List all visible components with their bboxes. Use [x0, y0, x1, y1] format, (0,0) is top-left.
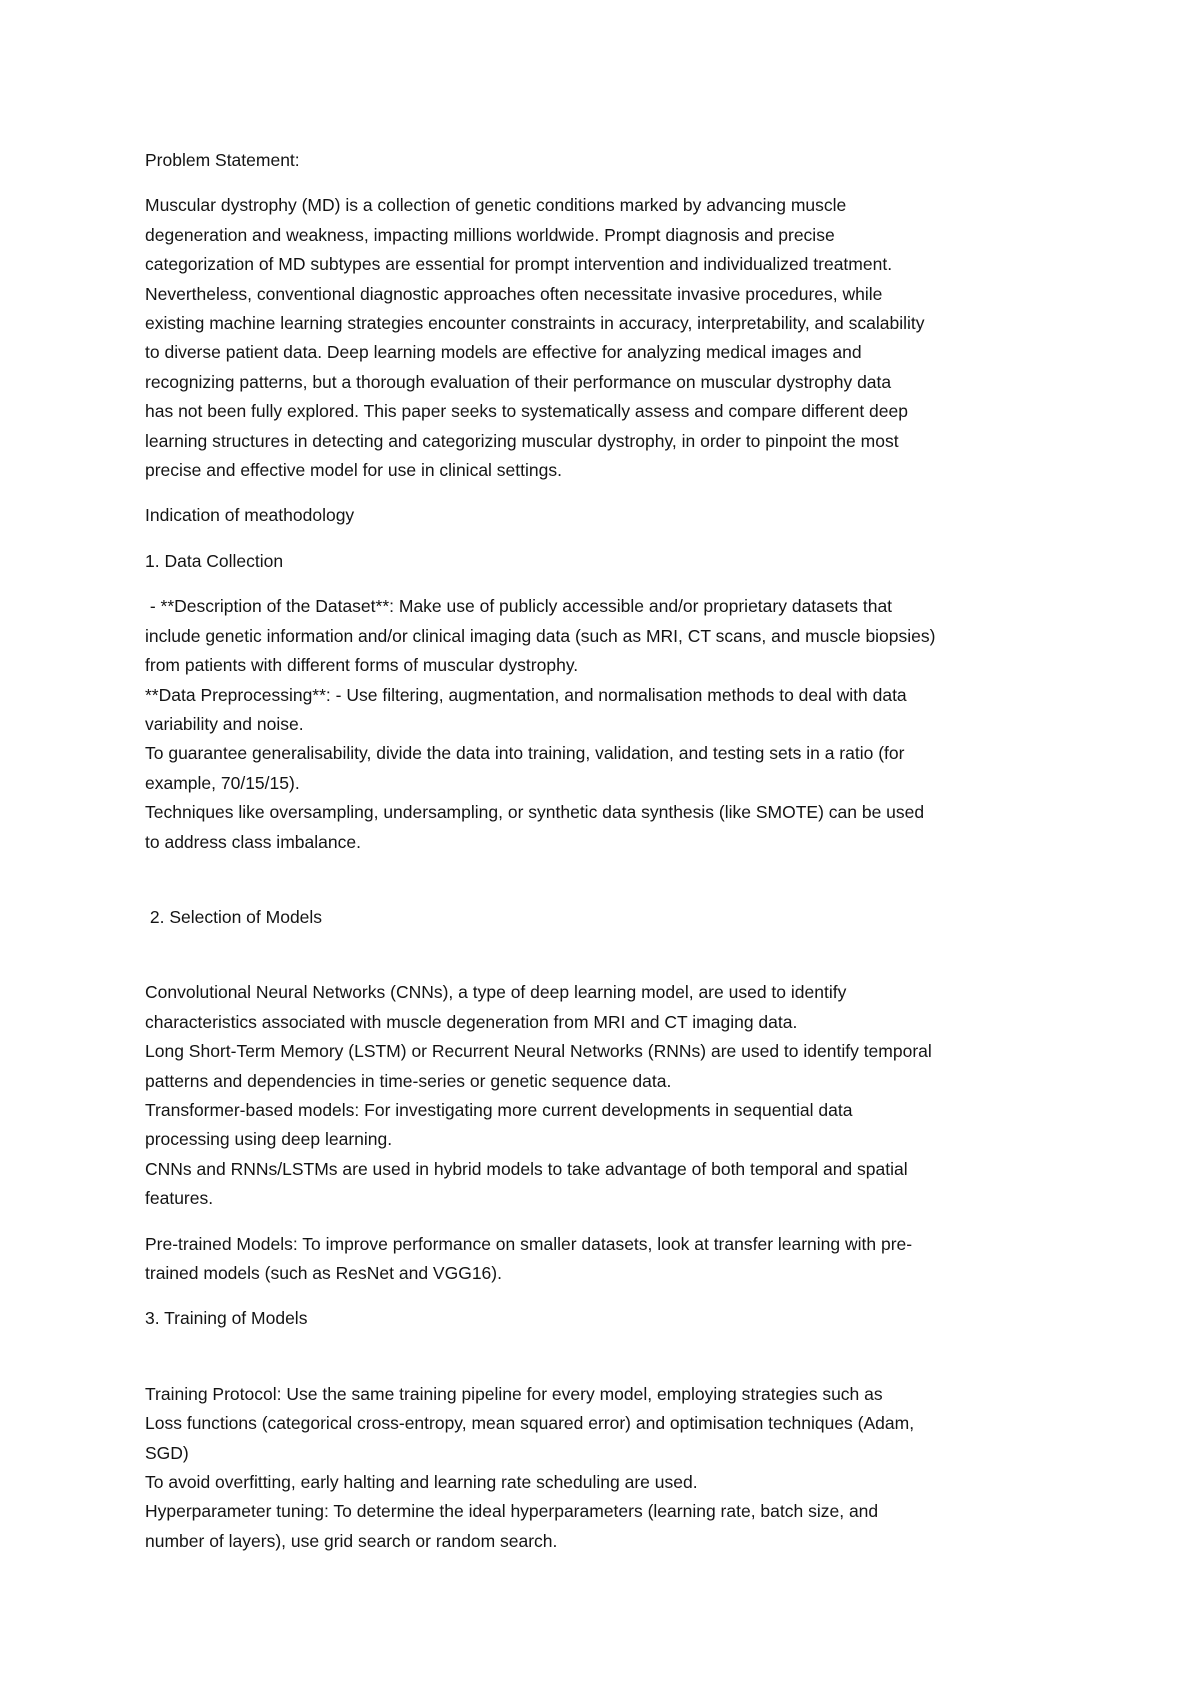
text-line: Muscular dystrophy (MD) is a collection of genetic conditions marked by advancing muscle	[145, 195, 847, 216]
text-line: patterns and dependencies in time-series or genetic sequence data.	[145, 1070, 672, 1091]
text-line: example, 70/15/15).	[145, 772, 300, 793]
training-heading: 3. Training of Models	[145, 1308, 308, 1329]
text-line: characteristics associated with muscle degeneration from MRI and CT imaging data.	[145, 1011, 798, 1032]
text-line: SGD)	[145, 1442, 189, 1463]
text-line: categorization of MD subtypes are essential for prompt intervention and individualized treatment.	[145, 254, 893, 275]
text-line: from patients with different forms of muscular dystrophy.	[145, 655, 579, 676]
problem-statement-paragraph	[145, 191, 1080, 485]
text-line: - **Description of the Dataset**: Make use of publicly accessible and/or proprietary datasets that	[145, 596, 893, 617]
text-line: precise and effective model for use in clinical settings.	[145, 460, 562, 481]
text-line: Techniques like oversampling, undersampling, or synthetic data synthesis (like SMOTE) can be used	[145, 802, 925, 823]
text-line: include genetic information and/or clinical imaging data (such as MRI, CT scans, and muscle biopsies)	[145, 625, 936, 646]
text-line: to diverse patient data. Deep learning models are effective for analyzing medical images and	[145, 342, 862, 363]
text-line: **Data Preprocessing**: - Use filtering, augmentation, and normalisation methods to deal with data	[145, 684, 907, 705]
text-line: To avoid overfitting, early halting and learning rate scheduling are used.	[145, 1472, 698, 1493]
text-line: number of layers), use grid search or random search.	[145, 1530, 558, 1551]
problem-statement-heading: Problem Statement:	[145, 150, 300, 170]
text-line: Loss functions (categorical cross-entropy, mean squared error) and optimisation techniques (Adam,	[145, 1413, 915, 1434]
text-line: Transformer-based models: For investigating more current developments in sequential data	[145, 1099, 853, 1120]
text-line: Long Short-Term Memory (LSTM) or Recurrent Neural Networks (RNNs) are used to identify temporal	[145, 1041, 932, 1062]
text-line: Training Protocol: Use the same training pipeline for every model, employing strategies such as	[145, 1383, 883, 1404]
text-line: Pre-trained Models: To improve performance on smaller datasets, look at transfer learning with pre-	[145, 1233, 913, 1254]
text-line: CNNs and RNNs/LSTMs are used in hybrid models to take advantage of both temporal and spatial	[145, 1158, 908, 1179]
text-line: degeneration and weakness, impacting millions worldwide. Prompt diagnosis and precise	[145, 224, 835, 245]
pretrained-paragraph	[145, 1230, 1080, 1289]
text-line: learning structures in detecting and categorizing muscular dystrophy, in order to pinpoint the most	[145, 430, 899, 451]
text-line: Convolutional Neural Networks (CNNs), a type of deep learning model, are used to identify	[145, 982, 847, 1003]
text-line: to address class imbalance.	[145, 831, 361, 852]
text-line: Hyperparameter tuning: To determine the ideal hyperparameters (learning rate, batch size, and	[145, 1501, 879, 1522]
data-collection-paragraph	[145, 592, 1080, 857]
text-line: has not been fully explored. This paper seeks to systematically assess and compare different deep	[145, 401, 908, 422]
methodology-heading: Indication of meathodology	[145, 505, 355, 526]
text-line: recognizing patterns, but a thorough evaluation of their performance on muscular dystrophy data	[145, 371, 892, 392]
text-line: existing machine learning strategies encounter constraints in accuracy, interpretability, and scalability	[145, 313, 925, 334]
text-line: variability and noise.	[145, 713, 304, 734]
selection-paragraph	[145, 978, 1080, 1213]
data-collection-heading: 1. Data Collection	[145, 550, 284, 571]
text-line: Nevertheless, conventional diagnostic approaches often necessitate invasive procedures, while	[145, 283, 883, 304]
selection-heading: 2. Selection of Models	[145, 906, 323, 927]
text-line: features.	[145, 1188, 214, 1209]
text-line: To guarantee generalisability, divide the data into training, validation, and testing sets in a ratio (for	[145, 743, 905, 764]
text-line: trained models (such as ResNet and VGG16).	[145, 1263, 502, 1283]
text-line: processing using deep learning.	[145, 1129, 393, 1150]
training-paragraph	[145, 1380, 1080, 1556]
